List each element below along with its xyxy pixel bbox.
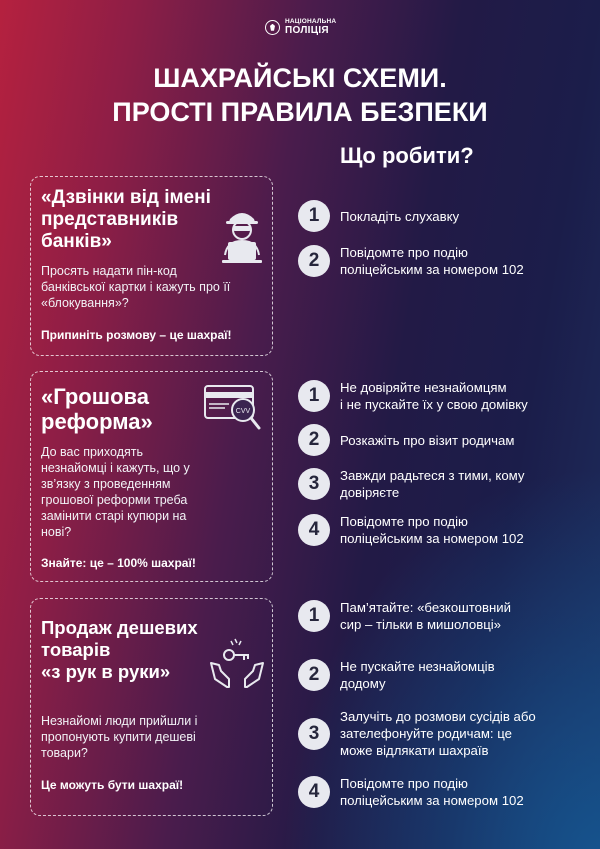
step-item xyxy=(298,244,524,278)
step-number-badge: 2 xyxy=(298,245,330,277)
scheme-card-money-reform xyxy=(30,371,273,582)
hands-key-icon xyxy=(207,635,267,691)
step-number-badge: 3 xyxy=(298,718,330,750)
card-cvv-magnifier-icon xyxy=(203,382,267,438)
page-title-line-1: ШАХРАЙСЬКІ СХЕМИ. xyxy=(153,63,447,93)
police-logo xyxy=(265,19,336,36)
step-text: Повідомте про подію поліцейським за номером 102 xyxy=(340,245,524,277)
step-text: Розкажіть про візит родичам xyxy=(340,432,515,448)
scheme-warning: Це можуть бути шахраї! xyxy=(41,778,184,792)
scheme-description: Просять надати пін-код банківської картки і кажуть про її «блокування»? xyxy=(41,264,231,310)
step-number-badge: 1 xyxy=(298,200,330,232)
step-item xyxy=(298,708,536,759)
step-number-badge: 3 xyxy=(298,468,330,500)
step-text: Повідомте про подію поліцейським за номером 102 xyxy=(340,514,524,546)
step-number-badge: 2 xyxy=(298,424,330,456)
step-item xyxy=(298,200,459,232)
step-text: Не довіряйте незнайомцям і не пускайте їх у свою домівку xyxy=(340,380,528,412)
step-text: Пам’ятайте: «безкоштовний сир – тільки в мишоловці» xyxy=(340,600,512,632)
police-emblem-icon xyxy=(265,20,280,35)
step-item xyxy=(298,424,514,456)
scheme-title: Продаж дешевих товарів «з рук в руки» xyxy=(41,617,198,682)
step-item xyxy=(298,599,511,633)
scheme-title: «Дзвінки від імені представників банків» xyxy=(41,187,211,252)
scheme-title: «Грошова реформа» xyxy=(41,384,153,434)
step-text: Не пускайте незнайомців додому xyxy=(340,659,495,691)
step-item xyxy=(298,775,524,809)
step-number-badge: 1 xyxy=(298,600,330,632)
step-text: Повідомте про подію поліцейським за номером 102 xyxy=(340,776,524,808)
scheme-warning: Знайте: це – 100% шахраї! xyxy=(41,556,196,570)
what-to-do-heading: Що робити? xyxy=(340,143,474,168)
logo-line-2: ПОЛІЦІЯ xyxy=(285,24,329,36)
logo-line-1: НАЦІОНАЛЬНА xyxy=(285,18,337,25)
scheme-card-bank-calls xyxy=(30,176,273,356)
scheme-card-cheap-goods xyxy=(30,598,273,816)
cvv-label: CVV xyxy=(235,408,251,415)
step-number-badge: 4 xyxy=(298,514,330,546)
step-item xyxy=(298,467,524,501)
scheme-warning: Припиніть розмову – це шахраї! xyxy=(41,328,232,342)
scheme-description: Незнайомі люди прийшли і пропонують купити дешеві товари? xyxy=(41,714,198,760)
step-number-badge: 4 xyxy=(298,776,330,808)
step-item xyxy=(298,658,495,692)
step-text: Завжди радьтеся з тими, кому довіряєте xyxy=(340,468,525,500)
step-text: Покладіть слухавку xyxy=(340,208,460,224)
scheme-description: До вас приходять незнайомці і кажуть, що у зв’язку з проведенням грошової реформи треба замінити старі купюри на нові? xyxy=(41,445,190,539)
step-number-badge: 2 xyxy=(298,659,330,691)
step-item xyxy=(298,379,528,413)
hacker-laptop-icon xyxy=(217,205,267,267)
page-title-line-2: ПРОСТІ ПРАВИЛА БЕЗПЕКИ xyxy=(112,97,488,127)
step-text: Залучіть до розмови сусідів або зателефонуйте родичам: це може відлякати шахраїв xyxy=(340,709,536,758)
step-number-badge: 1 xyxy=(298,380,330,412)
step-item xyxy=(298,513,524,547)
